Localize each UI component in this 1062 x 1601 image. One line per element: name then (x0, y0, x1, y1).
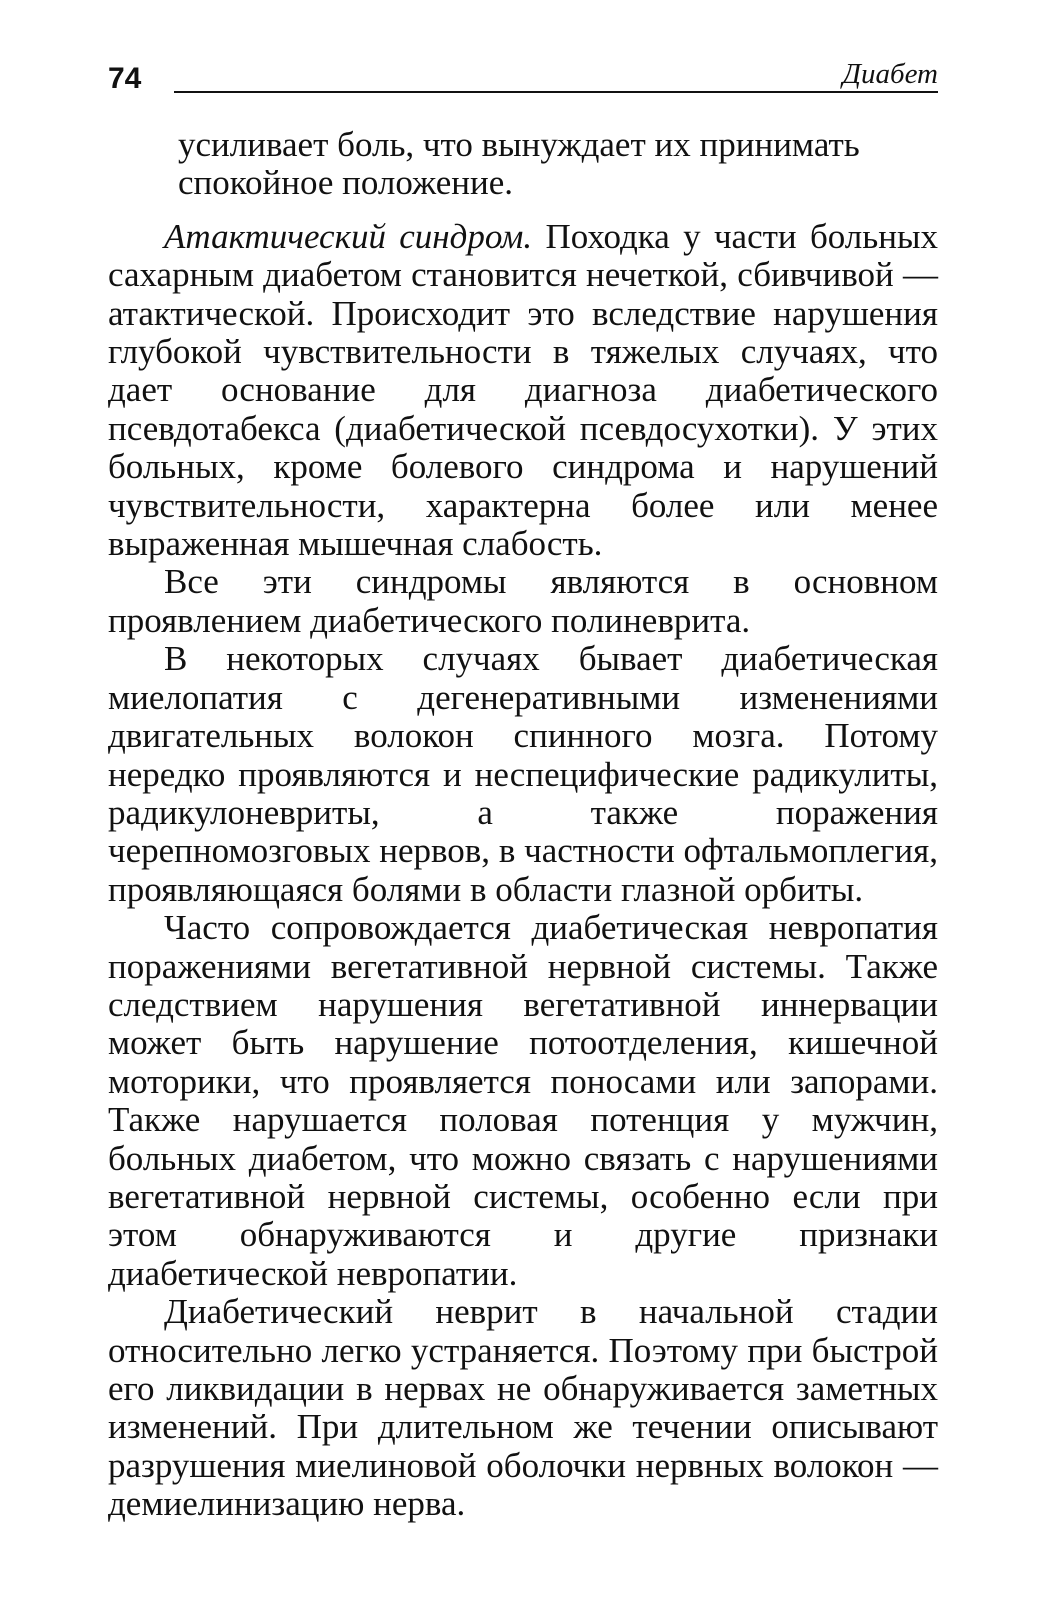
paragraph: В некоторых случаях бывает диабетическая миелопатия с дегенеративными изменениями двигательных волокон спинного мозга. Потому нередко проявляются и неспецифические радикулиты, радикулоневриты, а также поражения черепномозговых нервов, в частности офтальмоплегия, проявляющаяся болями в области глазной орбиты. (108, 639, 938, 909)
running-header (108, 58, 938, 98)
body-text (108, 126, 938, 1524)
paragraph: Все эти синдромы являются в основном проявлением диабетического полиневрита. (108, 562, 938, 640)
paragraph: Часто сопровождается диабетическая невропатия поражениями вегетативной нервной системы. Также следствием нарушения вегетативной иннервации может быть нарушение потоотделения, кишечной моторики, что проявляется поносами или запорами. Также нарушается половая потенция у мужчин, больных диабетом, что можно связать с нарушениями вегетативной нервной системы, особенно если при этом обнаруживаются и другие признаки диабетической невропатии. (108, 908, 938, 1293)
paragraph-term: Атактический синдром. (164, 216, 533, 256)
paragraph-continued: усиливает боль, что вынуждает их принимать спокойное положение. (178, 125, 860, 203)
page-number: 74 (108, 62, 142, 95)
paragraph-ataxic-syndrome (108, 218, 938, 564)
chapter-title: Диабет (839, 58, 938, 90)
paragraph: Диабетический неврит в начальной стадии относительно легко устраняется. Поэтому при быстрой его ликвидации в нервах не обнаруживается заметных изменений. При длительном же течении описывают разрушения миелиновой оболочки нервных волокон — демиелинизацию нерва. (108, 1292, 938, 1524)
header-rule (174, 91, 938, 93)
paragraph-text: Походка у части больных сахарным диабетом становится нечеткой, сбивчивой — атактической. Происходит это вследствие нарушения глубокой чувствительности в тяжелых случаях, что дает основание для диагноза диабетического псевдотабекса (диабетической псевдосухотки). У этих больных, кроме болевого синдрома и нарушений чувствительности, характерна более или менее выраженная мышечная слабость. (108, 216, 938, 564)
